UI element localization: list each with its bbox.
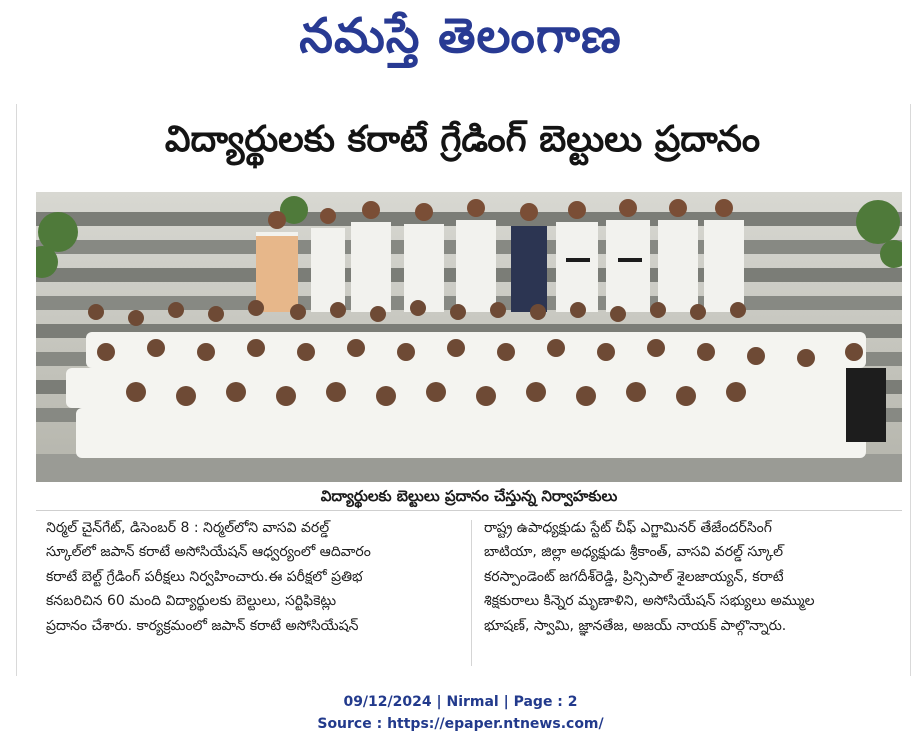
- group-photo-illustration: [36, 192, 902, 482]
- newspaper-masthead: నమస్తే తెలంగాణ: [299, 8, 622, 64]
- article-photo: [36, 192, 902, 482]
- body-line: ప్రదానం చేశారు. కార్యక్రమంలో జపాన్ కరాటే అసోసియేషన్: [46, 617, 359, 634]
- article-body-left-column: [46, 516, 466, 638]
- caption-divider: [36, 510, 902, 511]
- source-link[interactable]: Source : https://epaper.ntnews.com/: [317, 716, 604, 732]
- article-headline: విద్యార్థులకు కరాటే గ్రేడింగ్ బెల్టులు ప్రదానం: [164, 119, 761, 160]
- body-line: రాష్ట్ర ఉపాధ్యక్షుడు స్టేట్ చీఫ్ ఎగ్జామినర్ తేజేందర్‌సింగ్: [484, 520, 772, 536]
- edition-meta: 09/12/2024 | Nirmal | Page : 2: [343, 694, 578, 710]
- body-line: నిర్మల్ చైన్‌గేట్, డిసెంబర్ 8 : నిర్మల్‌లోని వాసవి వరల్డ్: [46, 520, 330, 536]
- body-line: స్కూల్‌లో జపాన్ కరాటే అసోసియేషన్ ఆధ్వర్యంలో ఆదివారం: [46, 544, 371, 561]
- body-line: కరాటే బెల్ట్ గ్రేడింగ్ పరీక్షలు నిర్వహించారు.ఈ పరీక్షలో ప్రతిభ: [46, 568, 363, 585]
- body-line: శిక్షకురాలు కిన్నెర మృణాళిని, అసోసియేషన్ సభ్యులు అమ్ముల: [484, 593, 815, 610]
- article-body-right-column: [484, 516, 900, 638]
- body-line: కనబరిచిన 60 మంది విద్యార్థులకు బెల్టులు, సర్టిఫికెట్లు: [46, 593, 337, 610]
- body-line: కరస్పాండెంట్ జగదీశ్‌రెడ్డి, ప్రిన్సిపాల్ శైలజాయ్యన్, కరాటే: [484, 568, 784, 585]
- column-divider: [471, 520, 472, 666]
- photo-caption: విద్యార్థులకు బెల్టులు ప్రదానం చేస్తున్న నిర్వాహకులు: [320, 487, 618, 505]
- body-line: బాటియా, జిల్లా అధ్యక్షుడు శ్రీకాంత్, వాసవి వరల్డ్ స్కూల్: [484, 544, 783, 561]
- body-line: భూషణ్, స్వామి, జ్ఞానతేజ, అజయ్ నాయక్ పాల్గొన్నారు.: [484, 617, 787, 634]
